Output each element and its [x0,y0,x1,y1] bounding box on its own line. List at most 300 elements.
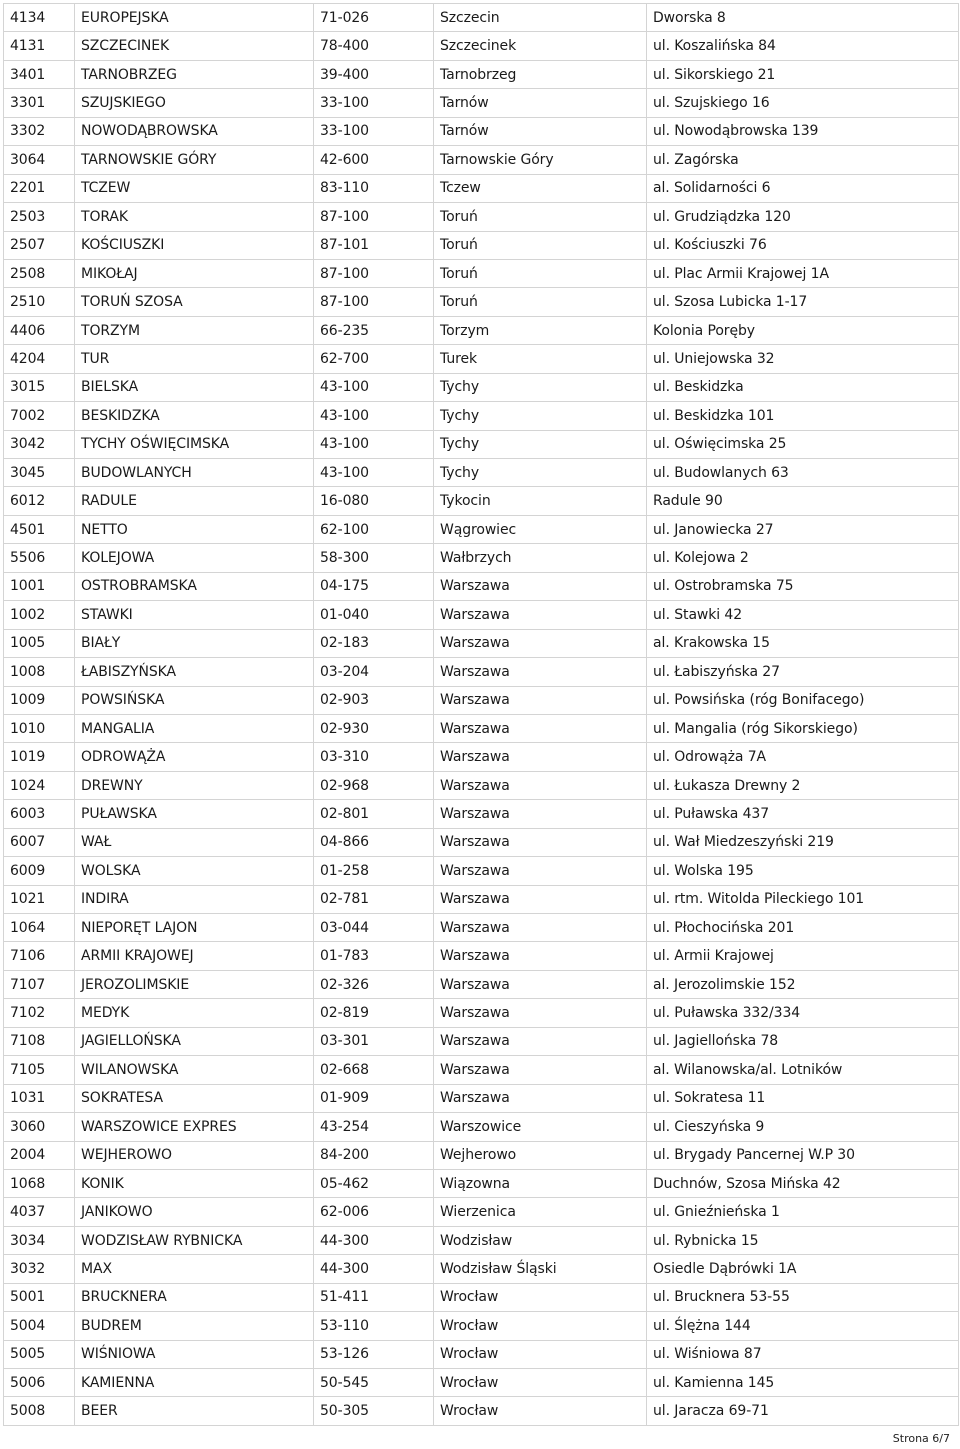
station-id-cell: 4134 [4,4,75,32]
postal-code-cell: 50-305 [314,1397,434,1425]
station-name-cell: POWSIŃSKA [75,686,314,714]
city-cell: Tychy [434,430,647,458]
city-cell: Warszawa [434,1027,647,1055]
address-cell: ul. Wiśniowa 87 [647,1340,959,1368]
city-cell: Tychy [434,459,647,487]
city-cell: Warszawa [434,800,647,828]
postal-code-cell: 02-781 [314,885,434,913]
station-id-cell: 4131 [4,32,75,60]
station-name-cell: KAMIENNA [75,1369,314,1397]
station-id-cell: 7106 [4,942,75,970]
city-cell: Tychy [434,402,647,430]
station-id-cell: 3015 [4,373,75,401]
postal-code-cell: 01-909 [314,1084,434,1112]
table-row [4,828,959,856]
city-cell: Wałbrzych [434,544,647,572]
station-id-cell: 3060 [4,1113,75,1141]
table-row [4,60,959,88]
city-cell: Wrocław [434,1369,647,1397]
table-row [4,999,959,1027]
station-id-cell: 6009 [4,857,75,885]
city-cell: Warszawa [434,771,647,799]
station-id-cell: 2201 [4,174,75,202]
station-id-cell: 1068 [4,1169,75,1197]
postal-code-cell: 03-044 [314,914,434,942]
city-cell: Tarnów [434,117,647,145]
table-row [4,572,959,600]
postal-code-cell: 01-258 [314,857,434,885]
station-name-cell: TORUŃ SZOSA [75,288,314,316]
table-row [4,885,959,913]
table-row [4,1084,959,1112]
address-cell: ul. Łukasza Drewny 2 [647,771,959,799]
station-id-cell: 7107 [4,970,75,998]
table-row [4,857,959,885]
station-id-cell: 7108 [4,1027,75,1055]
table-row [4,1141,959,1169]
city-cell: Tykocin [434,487,647,515]
table-row [4,402,959,430]
address-cell: ul. Wolska 195 [647,857,959,885]
station-id-cell: 2508 [4,259,75,287]
station-id-cell: 2510 [4,288,75,316]
address-cell: al. Krakowska 15 [647,629,959,657]
station-name-cell: KOŚCIUSZKI [75,231,314,259]
address-cell: ul. Kamienna 145 [647,1369,959,1397]
city-cell: Turek [434,345,647,373]
station-name-cell: TARNOBRZEG [75,60,314,88]
postal-code-cell: 43-254 [314,1113,434,1141]
city-cell: Warszawa [434,629,647,657]
station-id-cell: 1031 [4,1084,75,1112]
postal-code-cell: 87-100 [314,288,434,316]
station-name-cell: RADULE [75,487,314,515]
stations-table [3,3,959,1426]
postal-code-cell: 87-101 [314,231,434,259]
table-row [4,174,959,202]
table-row [4,1113,959,1141]
address-cell: ul. Beskidzka [647,373,959,401]
station-id-cell: 1001 [4,572,75,600]
station-name-cell: BRUCKNERA [75,1283,314,1311]
station-id-cell: 1019 [4,743,75,771]
postal-code-cell: 66-235 [314,316,434,344]
station-name-cell: WEJHEROWO [75,1141,314,1169]
city-cell: Warszawa [434,914,647,942]
address-cell: ul. Puławska 332/334 [647,999,959,1027]
postal-code-cell: 33-100 [314,117,434,145]
address-cell: ul. Puławska 437 [647,800,959,828]
postal-code-cell: 53-126 [314,1340,434,1368]
city-cell: Warszawa [434,601,647,629]
city-cell: Wodzisław [434,1226,647,1254]
city-cell: Warszawa [434,572,647,600]
address-cell: ul. Uniejowska 32 [647,345,959,373]
address-cell: al. Wilanowska/al. Lotników [647,1056,959,1084]
address-cell: ul. Kolejowa 2 [647,544,959,572]
table-row [4,89,959,117]
station-id-cell: 7002 [4,402,75,430]
postal-code-cell: 04-866 [314,828,434,856]
city-cell: Toruń [434,259,647,287]
address-cell: ul. Wał Miedzeszyński 219 [647,828,959,856]
city-cell: Warszawa [434,1056,647,1084]
address-cell: ul. Sokratesa 11 [647,1084,959,1112]
address-cell: ul. Nowodąbrowska 139 [647,117,959,145]
station-id-cell: 7102 [4,999,75,1027]
table-row [4,970,959,998]
station-id-cell: 6012 [4,487,75,515]
address-cell: ul. Brucknera 53-55 [647,1283,959,1311]
station-id-cell: 1010 [4,714,75,742]
postal-code-cell: 44-300 [314,1255,434,1283]
station-id-cell: 3034 [4,1226,75,1254]
city-cell: Warszawa [434,970,647,998]
station-name-cell: KONIK [75,1169,314,1197]
address-cell: ul. Rybnicka 15 [647,1226,959,1254]
station-name-cell: BEER [75,1397,314,1425]
postal-code-cell: 87-100 [314,259,434,287]
table-row [4,714,959,742]
city-cell: Tarnów [434,89,647,117]
postal-code-cell: 02-968 [314,771,434,799]
postal-code-cell: 02-801 [314,800,434,828]
table-row [4,1312,959,1340]
city-cell: Toruń [434,203,647,231]
address-cell: ul. Plac Armii Krajowej 1A [647,259,959,287]
table-row [4,32,959,60]
station-name-cell: EUROPEJSKA [75,4,314,32]
city-cell: Tarnowskie Góry [434,146,647,174]
station-name-cell: ODROWĄŻA [75,743,314,771]
station-name-cell: NOWODĄBROWSKA [75,117,314,145]
city-cell: Warszawa [434,942,647,970]
address-cell: ul. Cieszyńska 9 [647,1113,959,1141]
address-cell: ul. Armii Krajowej [647,942,959,970]
postal-code-cell: 50-545 [314,1369,434,1397]
station-name-cell: WODZISŁAW RYBNICKA [75,1226,314,1254]
table-row [4,1027,959,1055]
station-name-cell: PUŁAWSKA [75,800,314,828]
station-name-cell: TORZYM [75,316,314,344]
station-id-cell: 3302 [4,117,75,145]
address-cell: ul. Mangalia (róg Sikorskiego) [647,714,959,742]
stations-table-wrapper [3,3,958,1426]
station-id-cell: 1064 [4,914,75,942]
table-row [4,1397,959,1425]
table-row [4,373,959,401]
station-name-cell: INDIRA [75,885,314,913]
postal-code-cell: 43-100 [314,373,434,401]
address-cell: ul. Ślężna 144 [647,1312,959,1340]
address-cell: ul. Beskidzka 101 [647,402,959,430]
postal-code-cell: 02-903 [314,686,434,714]
table-row [4,259,959,287]
station-name-cell: WARSZOWICE EXPRES [75,1113,314,1141]
city-cell: Tarnobrzeg [434,60,647,88]
table-row [4,1369,959,1397]
table-row [4,914,959,942]
station-id-cell: 3045 [4,459,75,487]
station-name-cell: SOKRATESA [75,1084,314,1112]
city-cell: Warszawa [434,1084,647,1112]
table-row [4,544,959,572]
postal-code-cell: 58-300 [314,544,434,572]
station-id-cell: 5506 [4,544,75,572]
address-cell: ul. Płochocińska 201 [647,914,959,942]
table-row [4,800,959,828]
table-row [4,1056,959,1084]
city-cell: Tczew [434,174,647,202]
table-row [4,459,959,487]
table-row [4,487,959,515]
table-row [4,231,959,259]
table-row [4,288,959,316]
postal-code-cell: 62-100 [314,515,434,543]
table-row [4,942,959,970]
table-row [4,4,959,32]
city-cell: Wiązowna [434,1169,647,1197]
table-row [4,316,959,344]
address-cell: ul. Stawki 42 [647,601,959,629]
postal-code-cell: 02-668 [314,1056,434,1084]
station-name-cell: BUDOWLANYCH [75,459,314,487]
station-id-cell: 2503 [4,203,75,231]
station-name-cell: ARMII KRAJOWEJ [75,942,314,970]
postal-code-cell: 16-080 [314,487,434,515]
station-name-cell: TORAK [75,203,314,231]
station-name-cell: KOLEJOWA [75,544,314,572]
postal-code-cell: 62-700 [314,345,434,373]
city-cell: Toruń [434,288,647,316]
table-row [4,1340,959,1368]
city-cell: Warszawa [434,999,647,1027]
address-cell: ul. rtm. Witolda Pileckiego 101 [647,885,959,913]
city-cell: Tychy [434,373,647,401]
city-cell: Warszawa [434,658,647,686]
city-cell: Wrocław [434,1283,647,1311]
table-row [4,771,959,799]
station-id-cell: 1005 [4,629,75,657]
address-cell: ul. Grudziądzka 120 [647,203,959,231]
station-id-cell: 1009 [4,686,75,714]
city-cell: Warszawa [434,714,647,742]
table-row [4,601,959,629]
table-row [4,1226,959,1254]
address-cell: ul. Brygady Pancernej W.P 30 [647,1141,959,1169]
station-id-cell: 3401 [4,60,75,88]
city-cell: Warszowice [434,1113,647,1141]
station-id-cell: 5008 [4,1397,75,1425]
station-id-cell: 1021 [4,885,75,913]
address-cell: ul. Koszalińska 84 [647,32,959,60]
station-name-cell: BESKIDZKA [75,402,314,430]
station-name-cell: BUDREM [75,1312,314,1340]
postal-code-cell: 02-183 [314,629,434,657]
station-id-cell: 7105 [4,1056,75,1084]
page-number: Strona 6/7 [892,1432,950,1445]
address-cell: Dworska 8 [647,4,959,32]
table-row [4,658,959,686]
table-row [4,430,959,458]
city-cell: Wierzenica [434,1198,647,1226]
city-cell: Torzym [434,316,647,344]
station-name-cell: MIKOŁAJ [75,259,314,287]
table-row [4,686,959,714]
station-name-cell: BIAŁY [75,629,314,657]
city-cell: Wrocław [434,1397,647,1425]
station-name-cell: WOLSKA [75,857,314,885]
city-cell: Warszawa [434,857,647,885]
postal-code-cell: 53-110 [314,1312,434,1340]
station-name-cell: SZUJSKIEGO [75,89,314,117]
postal-code-cell: 39-400 [314,60,434,88]
station-name-cell: OSTROBRAMSKA [75,572,314,600]
postal-code-cell: 87-100 [314,203,434,231]
station-id-cell: 1024 [4,771,75,799]
city-cell: Warszawa [434,885,647,913]
postal-code-cell: 04-175 [314,572,434,600]
address-cell: ul. Kościuszki 76 [647,231,959,259]
table-row [4,117,959,145]
table-row [4,345,959,373]
address-cell: ul. Szujskiego 16 [647,89,959,117]
station-name-cell: WAŁ [75,828,314,856]
station-name-cell: NETTO [75,515,314,543]
address-cell: Osiedle Dąbrówki 1A [647,1255,959,1283]
postal-code-cell: 02-819 [314,999,434,1027]
postal-code-cell: 84-200 [314,1141,434,1169]
station-id-cell: 4501 [4,515,75,543]
station-name-cell: JAGIELLOŃSKA [75,1027,314,1055]
station-id-cell: 4037 [4,1198,75,1226]
address-cell: ul. Janowiecka 27 [647,515,959,543]
station-name-cell: NIEPORĘT LAJON [75,914,314,942]
postal-code-cell: 78-400 [314,32,434,60]
postal-code-cell: 42-600 [314,146,434,174]
station-id-cell: 4204 [4,345,75,373]
postal-code-cell: 01-783 [314,942,434,970]
postal-code-cell: 05-462 [314,1169,434,1197]
address-cell: al. Jerozolimskie 152 [647,970,959,998]
city-cell: Warszawa [434,686,647,714]
city-cell: Toruń [434,231,647,259]
table-row [4,146,959,174]
address-cell: ul. Powsińska (róg Bonifacego) [647,686,959,714]
postal-code-cell: 01-040 [314,601,434,629]
postal-code-cell: 02-326 [314,970,434,998]
stations-table-body [4,4,959,1426]
city-cell: Warszawa [434,828,647,856]
city-cell: Wrocław [434,1312,647,1340]
city-cell: Wodzisław Śląski [434,1255,647,1283]
address-cell: al. Solidarności 6 [647,174,959,202]
city-cell: Szczecinek [434,32,647,60]
table-row [4,1255,959,1283]
city-cell: Wejherowo [434,1141,647,1169]
table-row [4,743,959,771]
station-id-cell: 2004 [4,1141,75,1169]
station-name-cell: WILANOWSKA [75,1056,314,1084]
address-cell: ul. Łabiszyńska 27 [647,658,959,686]
address-cell: ul. Gnieźnieńska 1 [647,1198,959,1226]
station-id-cell: 5004 [4,1312,75,1340]
address-cell: Duchnów, Szosa Mińska 42 [647,1169,959,1197]
address-cell: ul. Odrowąża 7A [647,743,959,771]
station-id-cell: 4406 [4,316,75,344]
station-name-cell: BIELSKA [75,373,314,401]
station-name-cell: MANGALIA [75,714,314,742]
address-cell: ul. Szosa Lubicka 1-17 [647,288,959,316]
station-name-cell: MAX [75,1255,314,1283]
station-name-cell: JEROZOLIMSKIE [75,970,314,998]
address-cell: ul. Zagórska [647,146,959,174]
postal-code-cell: 71-026 [314,4,434,32]
station-name-cell: DREWNY [75,771,314,799]
table-row [4,203,959,231]
station-name-cell: JANIKOWO [75,1198,314,1226]
station-id-cell: 6003 [4,800,75,828]
postal-code-cell: 51-411 [314,1283,434,1311]
postal-code-cell: 02-930 [314,714,434,742]
table-row [4,1283,959,1311]
postal-code-cell: 83-110 [314,174,434,202]
station-id-cell: 5001 [4,1283,75,1311]
table-row [4,629,959,657]
station-name-cell: TCZEW [75,174,314,202]
station-id-cell: 1008 [4,658,75,686]
address-cell: ul. Jaracza 69-71 [647,1397,959,1425]
table-row [4,515,959,543]
station-name-cell: STAWKI [75,601,314,629]
address-cell: ul. Ostrobramska 75 [647,572,959,600]
city-cell: Wrocław [434,1340,647,1368]
address-cell: Radule 90 [647,487,959,515]
city-cell: Szczecin [434,4,647,32]
address-cell: Kolonia Poręby [647,316,959,344]
postal-code-cell: 03-310 [314,743,434,771]
station-name-cell: TYCHY OŚWIĘCIMSKA [75,430,314,458]
station-name-cell: TUR [75,345,314,373]
city-cell: Warszawa [434,743,647,771]
postal-code-cell: 03-301 [314,1027,434,1055]
address-cell: ul. Budowlanych 63 [647,459,959,487]
address-cell: ul. Sikorskiego 21 [647,60,959,88]
postal-code-cell: 62-006 [314,1198,434,1226]
postal-code-cell: 43-100 [314,402,434,430]
station-id-cell: 3032 [4,1255,75,1283]
station-name-cell: TARNOWSKIE GÓRY [75,146,314,174]
station-id-cell: 3064 [4,146,75,174]
station-name-cell: MEDYK [75,999,314,1027]
postal-code-cell: 43-100 [314,459,434,487]
table-row [4,1169,959,1197]
address-cell: ul. Oświęcimska 25 [647,430,959,458]
station-id-cell: 5005 [4,1340,75,1368]
station-id-cell: 3042 [4,430,75,458]
postal-code-cell: 44-300 [314,1226,434,1254]
station-id-cell: 3301 [4,89,75,117]
station-id-cell: 6007 [4,828,75,856]
station-name-cell: SZCZECINEK [75,32,314,60]
station-name-cell: WIŚNIOWA [75,1340,314,1368]
station-id-cell: 5006 [4,1369,75,1397]
table-row [4,1198,959,1226]
station-id-cell: 1002 [4,601,75,629]
postal-code-cell: 43-100 [314,430,434,458]
station-name-cell: ŁABISZYŃSKA [75,658,314,686]
postal-code-cell: 33-100 [314,89,434,117]
